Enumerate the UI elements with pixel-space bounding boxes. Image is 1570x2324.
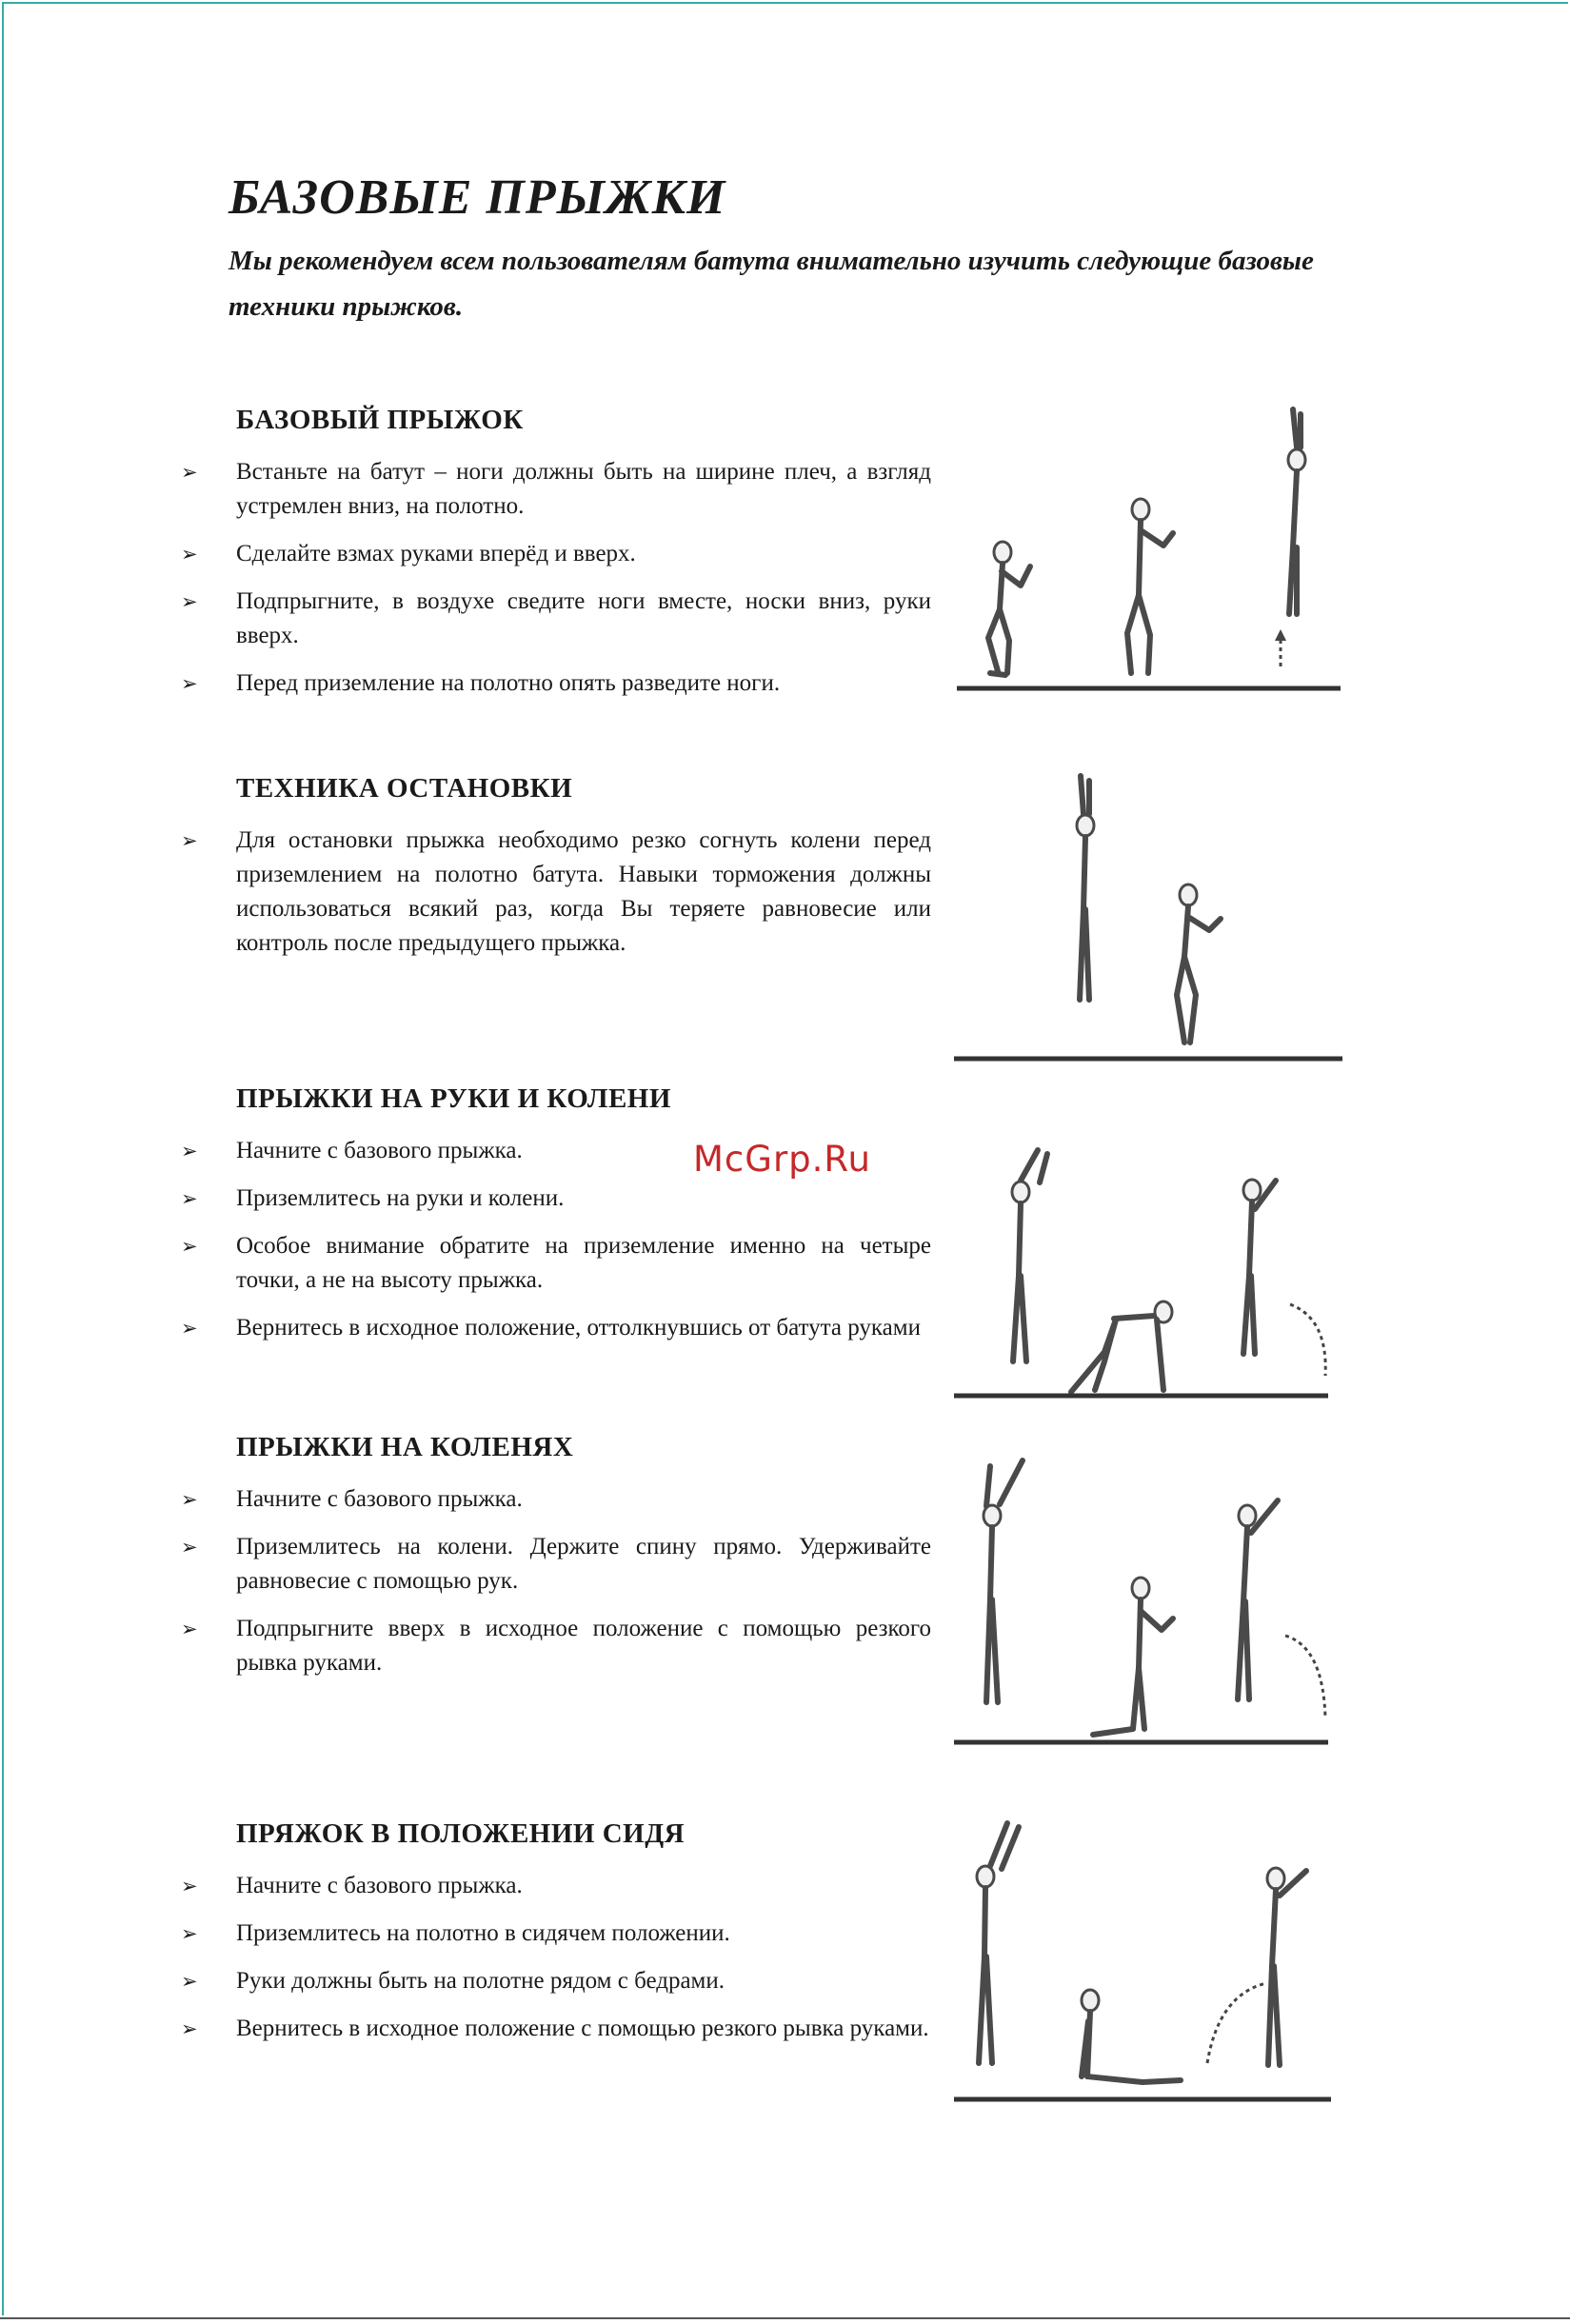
mannequin-figure-icon [1267, 1868, 1306, 2065]
illustration-hands-knees-jump [952, 1142, 1342, 1409]
arrow-bullet-icon: ➢ [181, 1317, 198, 1340]
section-title: ПРЯЖОК В ПОЛОЖЕНИИ СИДЯ [236, 1818, 686, 1849]
curved-arrow-icon [1290, 1304, 1325, 1376]
list-item: ➢ Вернитесь в исходное положение, оттолкнувшись от батута руками [179, 1311, 931, 1345]
arrow-bullet-icon: ➢ [181, 1536, 198, 1559]
curved-arrow-icon [1207, 1983, 1266, 2063]
illustration-knees-jump [952, 1447, 1342, 1752]
list-item: ➢ Руки должны быть на полотне рядом с бедрами. [179, 1964, 931, 1998]
mannequin-figure-icon [1243, 1180, 1276, 1354]
arrow-bullet-icon: ➢ [181, 1187, 198, 1210]
list-item: ➢ Подпрыгните, в воздухе сведите ноги вместе, носки вниз, руки вверх. [179, 585, 931, 653]
arrow-bullet-icon: ➢ [181, 1140, 198, 1162]
list-item: ➢ Встаньте на батут – ноги должны быть на ширине плеч, а взгляд устремлен вниз, на полотно. [179, 455, 931, 524]
mannequin-figure-icon [1238, 1500, 1278, 1699]
intro-text: Мы рекомендуем всем пользователям батута внимательно изучить следующие базовые техники прыжков. [229, 246, 1314, 322]
illustration-seat-jump [952, 1814, 1342, 2111]
section-stop-technique [179, 773, 931, 974]
page-frame-top [2, 2, 1568, 4]
mannequin-figure-icon [988, 542, 1030, 675]
mannequin-figure-icon [984, 1460, 1023, 1702]
mannequin-figure-icon [1071, 1301, 1172, 1392]
mannequin-figure-icon [1093, 1578, 1173, 1735]
arrow-bullet-icon: ➢ [181, 1922, 198, 1945]
arrow-bullet-icon: ➢ [181, 1970, 198, 1993]
mannequin-figure-icon [1077, 776, 1094, 1000]
page-frame-left [2, 2, 4, 2315]
arrow-bullet-icon: ➢ [181, 829, 198, 852]
arrow-bullet-icon: ➢ [181, 672, 198, 695]
arrow-bullet-icon: ➢ [181, 1875, 198, 1897]
section-title: ТЕХНИКА ОСТАНОВКИ [236, 773, 573, 804]
list-item: ➢ Начните с базового прыжка. [179, 1482, 931, 1517]
mannequin-figure-icon [1127, 499, 1173, 673]
arrow-bullet-icon: ➢ [181, 543, 198, 566]
section-knees-jump [179, 1432, 931, 1694]
section-title: ПРЫЖКИ НА РУКИ И КОЛЕНИ [236, 1083, 671, 1114]
section-title: БАЗОВЫЙ ПРЫЖОК [236, 405, 524, 435]
illustration-basic-jump [952, 395, 1352, 700]
instruction-list [179, 1482, 931, 1680]
list-item: ➢ Приземлитесь на руки и колени. [179, 1182, 931, 1216]
list-item: ➢ Для остановки прыжка необходимо резко согнуть колени перед приземлением на полотно батута. Навыки торможения должны использоваться всякий раз, когда Вы теряете равновесие или контроль после предыдущего прыжка. [179, 824, 931, 961]
mannequin-figure-icon [1177, 884, 1221, 1043]
list-item: ➢ Перед приземление на полотно опять разведите ноги. [179, 666, 931, 701]
page-frame-bottom [0, 2317, 1570, 2319]
section-hands-knees-jump [179, 1083, 931, 1359]
mannequin-figure-icon [1082, 1990, 1181, 2082]
instruction-list [179, 455, 931, 701]
list-item: ➢ Особое внимание обратите на приземление именно на четыре точки, а не на высоту прыжка. [179, 1229, 931, 1298]
arrow-bullet-icon: ➢ [181, 1235, 198, 1258]
watermark: McGrp.Ru [693, 1139, 871, 1180]
arrow-bullet-icon: ➢ [181, 1488, 198, 1511]
page-title: БАЗОВЫЕ ПРЫЖКИ [229, 170, 726, 225]
mannequin-figure-icon [1288, 409, 1305, 614]
instruction-list [179, 1134, 931, 1345]
list-item: ➢ Приземлитесь на колени. Держите спину прямо. Удерживайте равновесие с помощью рук. [179, 1530, 931, 1599]
list-item: ➢ Начните с базового прыжка. [179, 1869, 931, 1903]
arrow-bullet-icon: ➢ [181, 1618, 198, 1640]
arrow-bullet-icon: ➢ [181, 590, 198, 613]
instruction-list [179, 1869, 931, 2046]
list-item: ➢ Подпрыгните вверх в исходное положение с помощью резкого рывка руками. [179, 1612, 931, 1680]
illustration-stop-technique [952, 766, 1352, 1066]
list-item: ➢ Начните с базового прыжка. [179, 1134, 931, 1168]
curved-arrow-icon [1285, 1636, 1325, 1718]
list-item: ➢ Вернитесь в исходное положение с помощью резкого рывка руками. [179, 2012, 931, 2046]
section-title: ПРЫЖКИ НА КОЛЕНЯХ [236, 1432, 574, 1462]
mannequin-figure-icon [1012, 1150, 1047, 1361]
arrow-bullet-icon: ➢ [181, 2017, 198, 2040]
list-item: ➢ Сделайте взмах руками вперёд и вверх. [179, 537, 931, 571]
instruction-list [179, 824, 931, 961]
arrow-bullet-icon: ➢ [181, 461, 198, 484]
up-arrow-icon [1275, 629, 1286, 641]
mannequin-figure-icon [977, 1823, 1019, 2063]
section-basic-jump [179, 405, 931, 714]
list-item: ➢ Приземлитесь на полотно в сидячем положении. [179, 1917, 931, 1951]
section-seat-jump [179, 1818, 931, 2059]
